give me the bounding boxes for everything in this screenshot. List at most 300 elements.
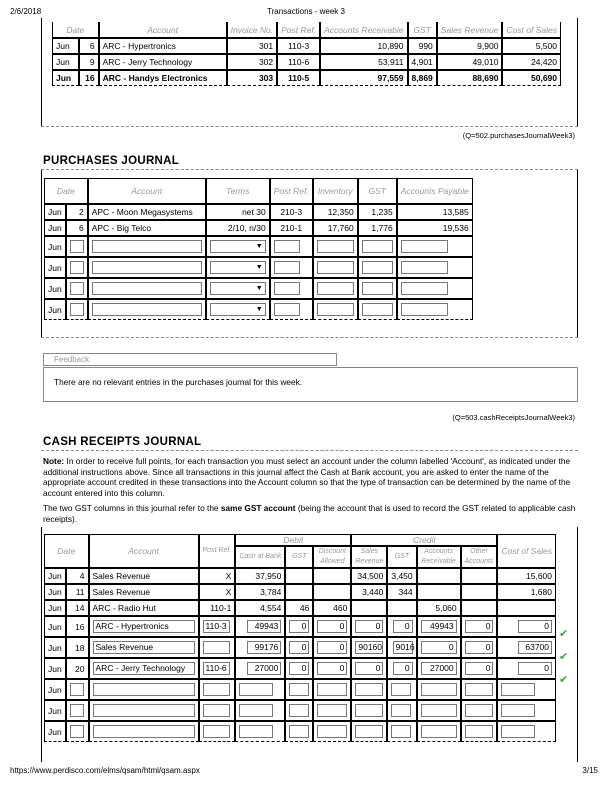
day: 20 xyxy=(66,658,88,679)
correct-check-icon: ✔ xyxy=(559,674,569,686)
post-ref-cell xyxy=(270,278,313,299)
sales: 34,500 xyxy=(351,568,387,584)
cash-input[interactable] xyxy=(239,704,273,717)
day-input[interactable] xyxy=(70,282,84,295)
gst-dr-input[interactable]: 0 xyxy=(289,662,309,675)
other-cell xyxy=(461,700,498,721)
month: Jun xyxy=(44,257,66,278)
note-text: In order to receive full points, for each transaction you must select an account under the column labelled 'Account', as indicated under the additional instructions above. Since all transactions in this journal affect the Cash at Bank account, you are asked to enter the name of the appropriate account credited in these transactions into the Account column so that the type of transaction can be determined by the name of the account entered into this column. xyxy=(43,456,571,498)
input-row xyxy=(44,658,556,679)
account-cell xyxy=(88,257,206,278)
terms: 2/10, n/30 xyxy=(206,220,270,236)
col-ar: Accounts Receivable xyxy=(320,22,407,38)
account-input[interactable] xyxy=(92,240,202,253)
sales-cell xyxy=(351,637,387,658)
month: Jun xyxy=(44,658,66,679)
cos-input[interactable]: 63700 xyxy=(518,641,552,654)
sales: 9,900 xyxy=(437,38,503,54)
terms-select[interactable] xyxy=(210,303,266,316)
inventory-cell xyxy=(313,236,358,257)
post-ref: 210-1 xyxy=(270,220,313,236)
cash-input[interactable]: 27000 xyxy=(247,662,281,675)
cos: 15,600 xyxy=(497,568,556,584)
inventory-input[interactable] xyxy=(317,240,354,253)
gst: 8,869 xyxy=(408,70,437,86)
ar-cell xyxy=(417,721,461,742)
ap-input[interactable] xyxy=(401,240,448,253)
account-input[interactable] xyxy=(93,725,195,738)
invoice: 302 xyxy=(227,54,278,70)
account: ARC - Radio Hut xyxy=(89,600,199,616)
cos-input[interactable] xyxy=(501,704,535,717)
sales-journal-table xyxy=(52,22,561,86)
account: APC - Moon Megasystems xyxy=(88,204,206,220)
cash-cell xyxy=(235,700,285,721)
inventory-input[interactable] xyxy=(317,282,354,295)
terms-cell xyxy=(206,278,270,299)
inventory: 17,760 xyxy=(313,220,358,236)
ar-input[interactable] xyxy=(421,704,457,717)
input-row xyxy=(44,299,473,320)
cos-cell xyxy=(497,616,556,637)
question-ref: (Q=502.purchasesJournalWeek3) xyxy=(462,131,575,140)
day-cell xyxy=(66,278,88,299)
col-sales: Sales Revenue xyxy=(351,546,387,568)
account-input[interactable] xyxy=(93,704,195,717)
discount-input[interactable] xyxy=(317,704,347,717)
inventory-cell xyxy=(313,278,358,299)
sales-input[interactable]: 90160 xyxy=(355,641,383,654)
table-row xyxy=(44,600,556,616)
month: Jun xyxy=(44,299,66,320)
ar: 53,911 xyxy=(320,54,407,70)
ap: 19,536 xyxy=(397,220,473,236)
cash-input[interactable]: 49943 xyxy=(247,620,281,633)
col-post-ref: Post Ref. xyxy=(199,534,236,568)
gst-cr-input[interactable]: 0 xyxy=(393,662,413,675)
crj-header-row-1 xyxy=(44,534,556,546)
cash-cell xyxy=(235,679,285,700)
col-credit: Credit xyxy=(351,534,497,546)
other-input[interactable] xyxy=(465,704,493,717)
day: 2 xyxy=(66,204,88,220)
cash-cell xyxy=(235,637,285,658)
discount-input[interactable]: 0 xyxy=(317,620,347,633)
gst-cr-input[interactable]: 0 xyxy=(393,620,413,633)
terms-cell xyxy=(206,299,270,320)
gst-note-pre: The two GST columns in this journal refer to the xyxy=(43,503,219,513)
gst-dr xyxy=(285,584,313,600)
ar-cell xyxy=(417,658,461,679)
other xyxy=(461,568,498,584)
print-date: 2/6/2018 xyxy=(10,7,42,16)
day-input[interactable] xyxy=(70,704,84,717)
discount-input[interactable] xyxy=(317,683,347,696)
invoice: 303 xyxy=(227,70,278,86)
terms-cell xyxy=(206,257,270,278)
chevron-down-icon: ▼ xyxy=(255,243,263,250)
cos: 1,680 xyxy=(497,584,556,600)
post-ref-cell xyxy=(199,679,236,700)
discount-input[interactable] xyxy=(317,725,347,738)
cash: 3,784 xyxy=(235,584,285,600)
gst-dr-input[interactable]: 0 xyxy=(289,620,309,633)
cash-input[interactable] xyxy=(239,683,273,696)
table-row xyxy=(52,70,561,86)
month: Jun xyxy=(44,568,66,584)
col-cos: Cost of Sales xyxy=(502,22,561,38)
col-account: Account xyxy=(88,178,206,204)
post-ref-input[interactable] xyxy=(203,704,230,717)
other-cell xyxy=(461,616,498,637)
table-row xyxy=(52,38,561,54)
gst-dr-input[interactable] xyxy=(289,683,309,696)
gst-input[interactable] xyxy=(362,303,393,316)
gst-cr-input[interactable] xyxy=(391,704,411,717)
day-input[interactable] xyxy=(70,240,84,253)
post-ref-cell xyxy=(199,721,236,742)
gst-dr-input[interactable] xyxy=(289,704,309,717)
month: Jun xyxy=(44,721,66,742)
month: Jun xyxy=(44,584,66,600)
post-ref-cell xyxy=(199,700,236,721)
print-page-number: 3/15 xyxy=(582,766,598,775)
purchases-journal-table xyxy=(44,178,473,320)
col-cos: Cost of Sales xyxy=(497,534,556,568)
print-url: https://www.perdisco.com/elms/qsam/html/qsam.aspx xyxy=(10,766,200,775)
day: 4 xyxy=(66,568,88,584)
col-gst: GST xyxy=(408,22,437,38)
inventory-input[interactable] xyxy=(317,261,354,274)
sales: 88,690 xyxy=(437,70,503,86)
col-inventory: Inventory xyxy=(313,178,358,204)
other-cell xyxy=(461,658,498,679)
ar-cell xyxy=(417,616,461,637)
post-ref-cell xyxy=(270,257,313,278)
gst-dr-cell xyxy=(285,616,313,637)
post-ref-input[interactable] xyxy=(274,282,300,295)
account-input[interactable] xyxy=(92,303,202,316)
chevron-down-icon: ▼ xyxy=(255,285,263,292)
gst-cr xyxy=(387,600,416,616)
day: 11 xyxy=(66,584,88,600)
col-other: Other Accounts xyxy=(461,546,498,568)
day: 16 xyxy=(79,70,99,86)
feedback-text: There are no relevant entries in the purchases journal for this week. xyxy=(43,367,578,402)
gst: 1,235 xyxy=(358,204,397,220)
account-cell xyxy=(89,658,199,679)
month: Jun xyxy=(44,616,66,637)
cash: 37,950 xyxy=(235,568,285,584)
month: Jun xyxy=(44,220,66,236)
other-cell xyxy=(461,721,498,742)
table-row xyxy=(52,54,561,70)
sales-cell xyxy=(351,658,387,679)
post-ref-input[interactable] xyxy=(274,261,300,274)
other-input[interactable]: 0 xyxy=(465,620,493,633)
day-cell xyxy=(66,299,88,320)
gst-cr-input[interactable]: 9016 xyxy=(393,641,413,654)
col-invoice: Invoice No. xyxy=(227,22,278,38)
col-account: Account xyxy=(99,22,227,38)
post-ref: 110-3 xyxy=(277,38,320,54)
gst-dr-input[interactable]: 0 xyxy=(289,641,309,654)
note-label: Note: xyxy=(43,456,65,466)
other-input[interactable] xyxy=(465,683,493,696)
discount xyxy=(313,568,351,584)
col-ar: Accounts Receivable xyxy=(417,546,461,568)
month: Jun xyxy=(44,700,66,721)
col-terms: Terms xyxy=(206,178,270,204)
table-row xyxy=(44,220,473,236)
sales xyxy=(351,600,387,616)
terms-select[interactable] xyxy=(210,282,266,295)
month: Jun xyxy=(52,70,79,86)
other-cell xyxy=(461,637,498,658)
day: 18 xyxy=(66,637,88,658)
discount-input[interactable]: 0 xyxy=(317,641,347,654)
cash-cell xyxy=(235,721,285,742)
account-input[interactable] xyxy=(92,282,202,295)
day: 6 xyxy=(79,38,99,54)
gst-note xyxy=(43,503,578,524)
ar: 10,890 xyxy=(320,38,407,54)
inventory: 12,350 xyxy=(313,204,358,220)
day-input[interactable] xyxy=(70,725,84,738)
sales-cell xyxy=(351,679,387,700)
post-ref: X xyxy=(199,584,236,600)
day: 14 xyxy=(66,600,88,616)
gst-cr-cell xyxy=(387,721,416,742)
discount: 460 xyxy=(313,600,351,616)
gst-dr-input[interactable] xyxy=(289,725,309,738)
post-ref-input[interactable] xyxy=(274,303,300,316)
gst-cr-cell xyxy=(387,700,416,721)
ar-input[interactable] xyxy=(421,683,457,696)
day-input[interactable] xyxy=(70,261,84,274)
gst-input[interactable] xyxy=(362,282,393,295)
divider xyxy=(41,126,578,127)
account-cell xyxy=(88,299,206,320)
cos-cell xyxy=(497,658,556,679)
gst-dr-cell xyxy=(285,721,313,742)
sales: 49,010 xyxy=(437,54,503,70)
account-cell xyxy=(88,278,206,299)
purchases-journal-title: PURCHASES JOURNAL xyxy=(43,155,180,167)
account-input[interactable] xyxy=(93,683,195,696)
question-ref: (Q=503.cashReceiptsJournalWeek3) xyxy=(452,413,575,422)
gst-dr-cell xyxy=(285,700,313,721)
account-input[interactable] xyxy=(92,261,202,274)
inventory-input[interactable] xyxy=(317,303,354,316)
other xyxy=(461,600,498,616)
account-input[interactable]: ARC - Jerry Technology xyxy=(93,662,195,675)
gst-cr: 344 xyxy=(387,584,416,600)
gst-cr-cell xyxy=(387,637,416,658)
input-row xyxy=(44,236,473,257)
gst-dr-cell xyxy=(285,679,313,700)
sales: 3,440 xyxy=(351,584,387,600)
post-ref-cell xyxy=(270,299,313,320)
ap-input[interactable] xyxy=(401,303,448,316)
col-date: Date xyxy=(52,22,99,38)
col-ap: Accounts Payable xyxy=(397,178,473,204)
day-cell xyxy=(66,679,88,700)
terms-cell xyxy=(206,236,270,257)
gst-input[interactable] xyxy=(362,240,393,253)
other xyxy=(461,584,498,600)
cash-receipts-table xyxy=(44,534,556,742)
gst-cell xyxy=(358,278,397,299)
cos: 24,420 xyxy=(502,54,561,70)
col-post-ref: Post Ref. xyxy=(270,178,313,204)
cash-input[interactable]: 99176 xyxy=(247,641,281,654)
table-row xyxy=(44,568,556,584)
gst-cell xyxy=(358,257,397,278)
gst-cell xyxy=(358,299,397,320)
col-cash: Cash at Bank xyxy=(235,546,285,568)
gst-note-post: (being the account that is used to record the GST related to applicable cash receipts). xyxy=(43,503,576,524)
ar-input[interactable]: 0 xyxy=(421,641,457,654)
sales-input[interactable] xyxy=(355,683,383,696)
divider xyxy=(41,337,578,338)
inventory-cell xyxy=(313,299,358,320)
cos xyxy=(497,600,556,616)
feedback-tab: Feedback xyxy=(43,353,337,366)
cos-input[interactable] xyxy=(501,683,535,696)
month: Jun xyxy=(44,600,66,616)
other-input[interactable]: 0 xyxy=(465,641,493,654)
terms-select[interactable] xyxy=(210,261,266,274)
cos-cell xyxy=(497,721,556,742)
input-row xyxy=(44,721,556,742)
post-ref-input[interactable] xyxy=(203,683,230,696)
cash-receipts-journal-title: CASH RECEIPTS JOURNAL xyxy=(43,436,202,448)
cos-input[interactable]: 0 xyxy=(518,620,552,633)
day-cell xyxy=(66,257,88,278)
sales-input[interactable] xyxy=(355,704,383,717)
cos-cell xyxy=(497,637,556,658)
gst-cr-cell xyxy=(387,616,416,637)
correct-check-icon: ✔ xyxy=(559,651,569,663)
ap-cell xyxy=(397,278,473,299)
discount-input[interactable]: 0 xyxy=(317,662,347,675)
month: Jun xyxy=(52,54,79,70)
ar-cell xyxy=(417,679,461,700)
cos-cell xyxy=(497,700,556,721)
cos-cell xyxy=(497,679,556,700)
account-input[interactable]: ARC - Hypertronics xyxy=(93,620,195,633)
post-ref: 110-1 xyxy=(199,600,236,616)
ar-input[interactable]: 27000 xyxy=(421,662,457,675)
post-ref: X xyxy=(199,568,236,584)
col-discount: Discount Allowed xyxy=(313,546,351,568)
other-cell xyxy=(461,679,498,700)
discount xyxy=(313,584,351,600)
sales-input[interactable]: 0 xyxy=(355,620,383,633)
ar: 97,559 xyxy=(320,70,407,86)
print-title: Transactions - week 3 xyxy=(267,7,345,16)
col-date: Date xyxy=(44,534,89,568)
day: 16 xyxy=(66,616,88,637)
post-ref-input[interactable]: 110-3 xyxy=(203,620,230,633)
gst-cr-input[interactable] xyxy=(391,683,411,696)
day-cell xyxy=(66,700,88,721)
cash-input[interactable] xyxy=(239,725,273,738)
account: APC - Big Telco xyxy=(88,220,206,236)
ar-cell xyxy=(417,637,461,658)
discount-cell xyxy=(313,658,351,679)
account-input[interactable]: Sales Revenue xyxy=(93,641,195,654)
gst: 990 xyxy=(408,38,437,54)
terms-select[interactable] xyxy=(210,240,266,253)
post-ref-input[interactable]: 110-6 xyxy=(203,662,230,675)
day-input[interactable] xyxy=(70,303,84,316)
day-cell xyxy=(66,721,88,742)
other-input[interactable] xyxy=(465,725,493,738)
gst: 1,776 xyxy=(358,220,397,236)
gst-dr-cell xyxy=(285,637,313,658)
cash: 4,554 xyxy=(235,600,285,616)
ar xyxy=(417,568,461,584)
col-debit: Debit xyxy=(235,534,351,546)
input-row xyxy=(44,278,473,299)
input-row xyxy=(44,700,556,721)
gst-cr: 3,450 xyxy=(387,568,416,584)
sales-header-row xyxy=(52,22,561,38)
gst-dr: 46 xyxy=(285,600,313,616)
month: Jun xyxy=(44,637,66,658)
sales-input[interactable]: 0 xyxy=(355,662,383,675)
account: Sales Revenue xyxy=(89,584,199,600)
discount-cell xyxy=(313,679,351,700)
post-ref-input[interactable] xyxy=(203,725,230,738)
sales-input[interactable] xyxy=(355,725,383,738)
discount-cell xyxy=(313,637,351,658)
ap-cell xyxy=(397,299,473,320)
gst-cr-cell xyxy=(387,658,416,679)
post-ref: 110-5 xyxy=(277,70,320,86)
gst-input[interactable] xyxy=(362,261,393,274)
cos-input[interactable] xyxy=(501,725,535,738)
ar-input[interactable]: 49943 xyxy=(421,620,457,633)
invoice: 301 xyxy=(227,38,278,54)
ar-input[interactable] xyxy=(421,725,457,738)
purchases-header-row xyxy=(44,178,473,204)
post-ref-cell xyxy=(270,236,313,257)
inventory-cell xyxy=(313,257,358,278)
month: Jun xyxy=(44,679,66,700)
post-ref-input[interactable] xyxy=(203,641,230,654)
sales-cell xyxy=(351,721,387,742)
post-ref: 110-6 xyxy=(277,54,320,70)
ap-input[interactable] xyxy=(401,261,448,274)
account: ARC - Handys Electronics xyxy=(99,70,227,86)
ap-input[interactable] xyxy=(401,282,448,295)
account-cell xyxy=(89,637,199,658)
sales-cell xyxy=(351,700,387,721)
gst-cr-input[interactable] xyxy=(391,725,411,738)
cos-input[interactable]: 0 xyxy=(518,662,552,675)
col-gst: GST xyxy=(358,178,397,204)
cos: 50,690 xyxy=(502,70,561,86)
account-cell xyxy=(89,721,199,742)
ar xyxy=(417,584,461,600)
other-input[interactable]: 0 xyxy=(465,662,493,675)
chevron-down-icon: ▼ xyxy=(255,306,263,313)
post-ref-input[interactable] xyxy=(274,240,300,253)
day-input[interactable] xyxy=(70,683,84,696)
